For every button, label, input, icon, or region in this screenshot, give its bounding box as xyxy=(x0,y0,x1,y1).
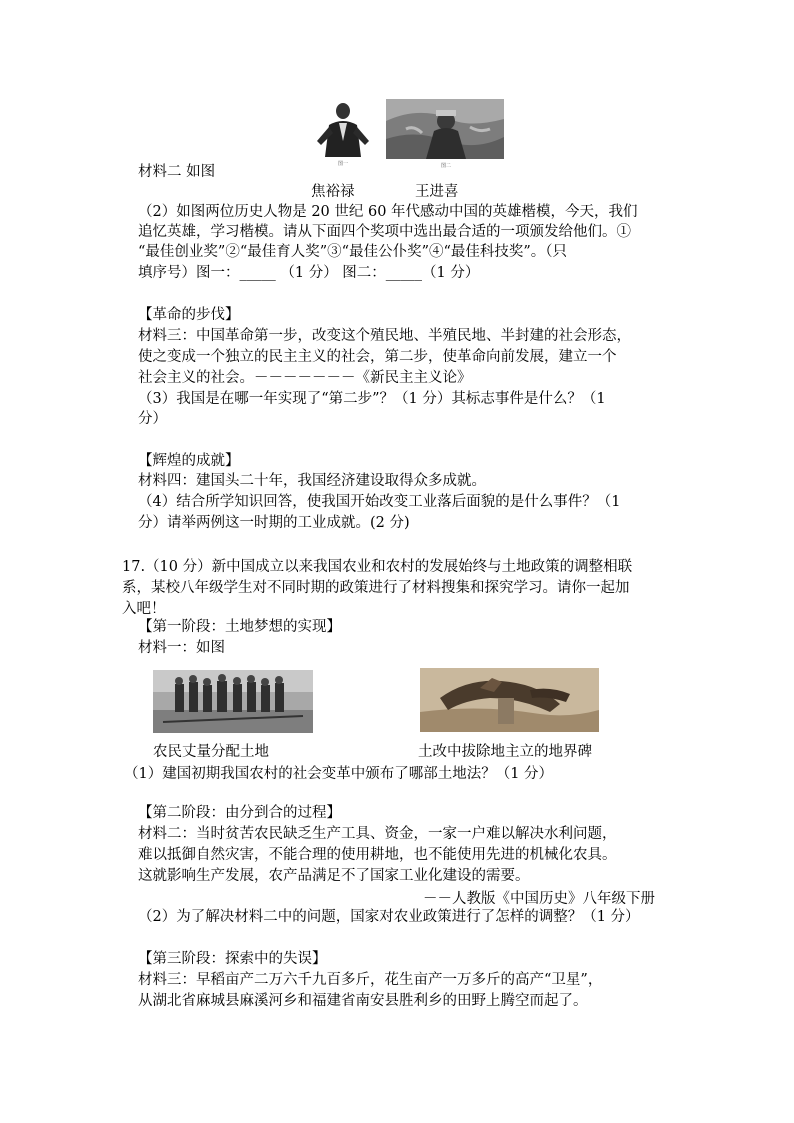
achievement-line-3: 分）请举两例这一时期的工业成就。(2 分) xyxy=(138,515,410,531)
revolution-line-1: 材料三：中国革命第一步，改变这个殖民地、半殖民地、半封建的社会形态， xyxy=(138,328,631,344)
photo-measuring-land xyxy=(153,670,313,733)
achievement-line-1: 材料四：建国头二十年，我国经济建设取得众多成就。 xyxy=(138,473,486,489)
name-wang-jinxi: 王进喜 xyxy=(415,184,459,200)
stage2-source: －－人教版《中国历史》八年级下册 xyxy=(423,891,655,907)
photo-boundary-stone xyxy=(420,668,599,732)
stage2-line-2: 难以抵御自然灾害，不能合理的使用耕地，也不能使用先进的机械化农具。 xyxy=(138,847,617,863)
q2-line-4: 填序号）图一：_____ （1 分） 图二：_____（1 分） xyxy=(138,265,480,281)
stage2-heading: 【第二阶段：由分到合的过程】 xyxy=(138,805,341,821)
stage1-caption-2: 土改中拔除地主立的地界碑 xyxy=(418,744,592,760)
revolution-line-3: 社会主义的社会。－－－－－－－《新民主主义论》 xyxy=(138,370,472,386)
stage3-line-1: 材料三：早稻亩产二万六千九百多斤，花生亩产一万多斤的高产“卫星”， xyxy=(138,972,603,988)
fig1-caption: 图一 xyxy=(338,161,349,167)
photo-jiao-yulu xyxy=(311,101,374,157)
stage2-line-3: 这就影响生产发展，农产品满足不了国家工业化建设的需要。 xyxy=(138,868,530,884)
stage2-question: （2）为了解决材料二中的问题，国家对农业政策进行了怎样的调整？（1 分） xyxy=(138,909,640,925)
stage1-caption-1: 农民丈量分配土地 xyxy=(153,744,269,760)
stage1-question: （1）建国初期我国农村的社会变革中颁布了哪部土地法？（1 分） xyxy=(124,766,554,782)
achievement-line-2: （4）结合所学知识回答，使我国开始改变工业落后面貌的是什么事件？（1 xyxy=(138,494,621,510)
stage3-heading: 【第三阶段：探索中的失误】 xyxy=(138,951,327,967)
revolution-line-4: （3）我国是在哪一年实现了“第二步”？（1 分）其标志事件是什么？（1 xyxy=(138,391,606,407)
q17-intro-3: 入吧！ xyxy=(122,601,166,617)
stage1-material: 材料一：如图 xyxy=(138,640,225,656)
q17-intro-2: 系，某校八年级学生对不同时期的政策进行了材料搜集和探究学习。请你一起加 xyxy=(122,580,630,596)
stage3-line-2: 从湖北省麻城县麻溪河乡和福建省南安县胜利乡的田野上腾空而起了。 xyxy=(138,993,588,1009)
revolution-line-5: 分） xyxy=(138,411,167,427)
revolution-line-2: 使之变成一个独立的民主主义的社会，第二步，使革命向前发展，建立一个 xyxy=(138,349,617,365)
achievement-heading: 【辉煌的成就】 xyxy=(138,453,240,469)
name-jiao-yulu: 焦裕禄 xyxy=(311,184,355,200)
stage2-line-1: 材料二：当时贫苦农民缺乏生产工具、资金，一家一户难以解决水利问题， xyxy=(138,826,617,842)
q2-line-3: “最佳创业奖”②“最佳育人奖”③“最佳公仆奖”④“最佳科技奖”。（只 xyxy=(138,244,568,260)
fig2-caption: 图二 xyxy=(441,163,452,169)
q17-intro-1: 17.（10 分）新中国成立以来我国农业和农村的发展始终与土地政策的调整相联 xyxy=(122,559,633,575)
material2-label: 材料二 如图 xyxy=(138,164,216,180)
stage1-heading: 【第一阶段：土地梦想的实现】 xyxy=(138,619,341,635)
photo-wang-jinxi xyxy=(386,99,504,159)
q2-line-1: （2）如图两位历史人物是 20 世纪 60 年代感动中国的英雄楷模，今天，我们 xyxy=(138,204,638,220)
revolution-heading: 【革命的步伐】 xyxy=(138,307,240,323)
q2-line-2: 追忆英雄，学习楷模。请从下面四个奖项中选出最合适的一项颁发给他们。① xyxy=(138,224,631,240)
